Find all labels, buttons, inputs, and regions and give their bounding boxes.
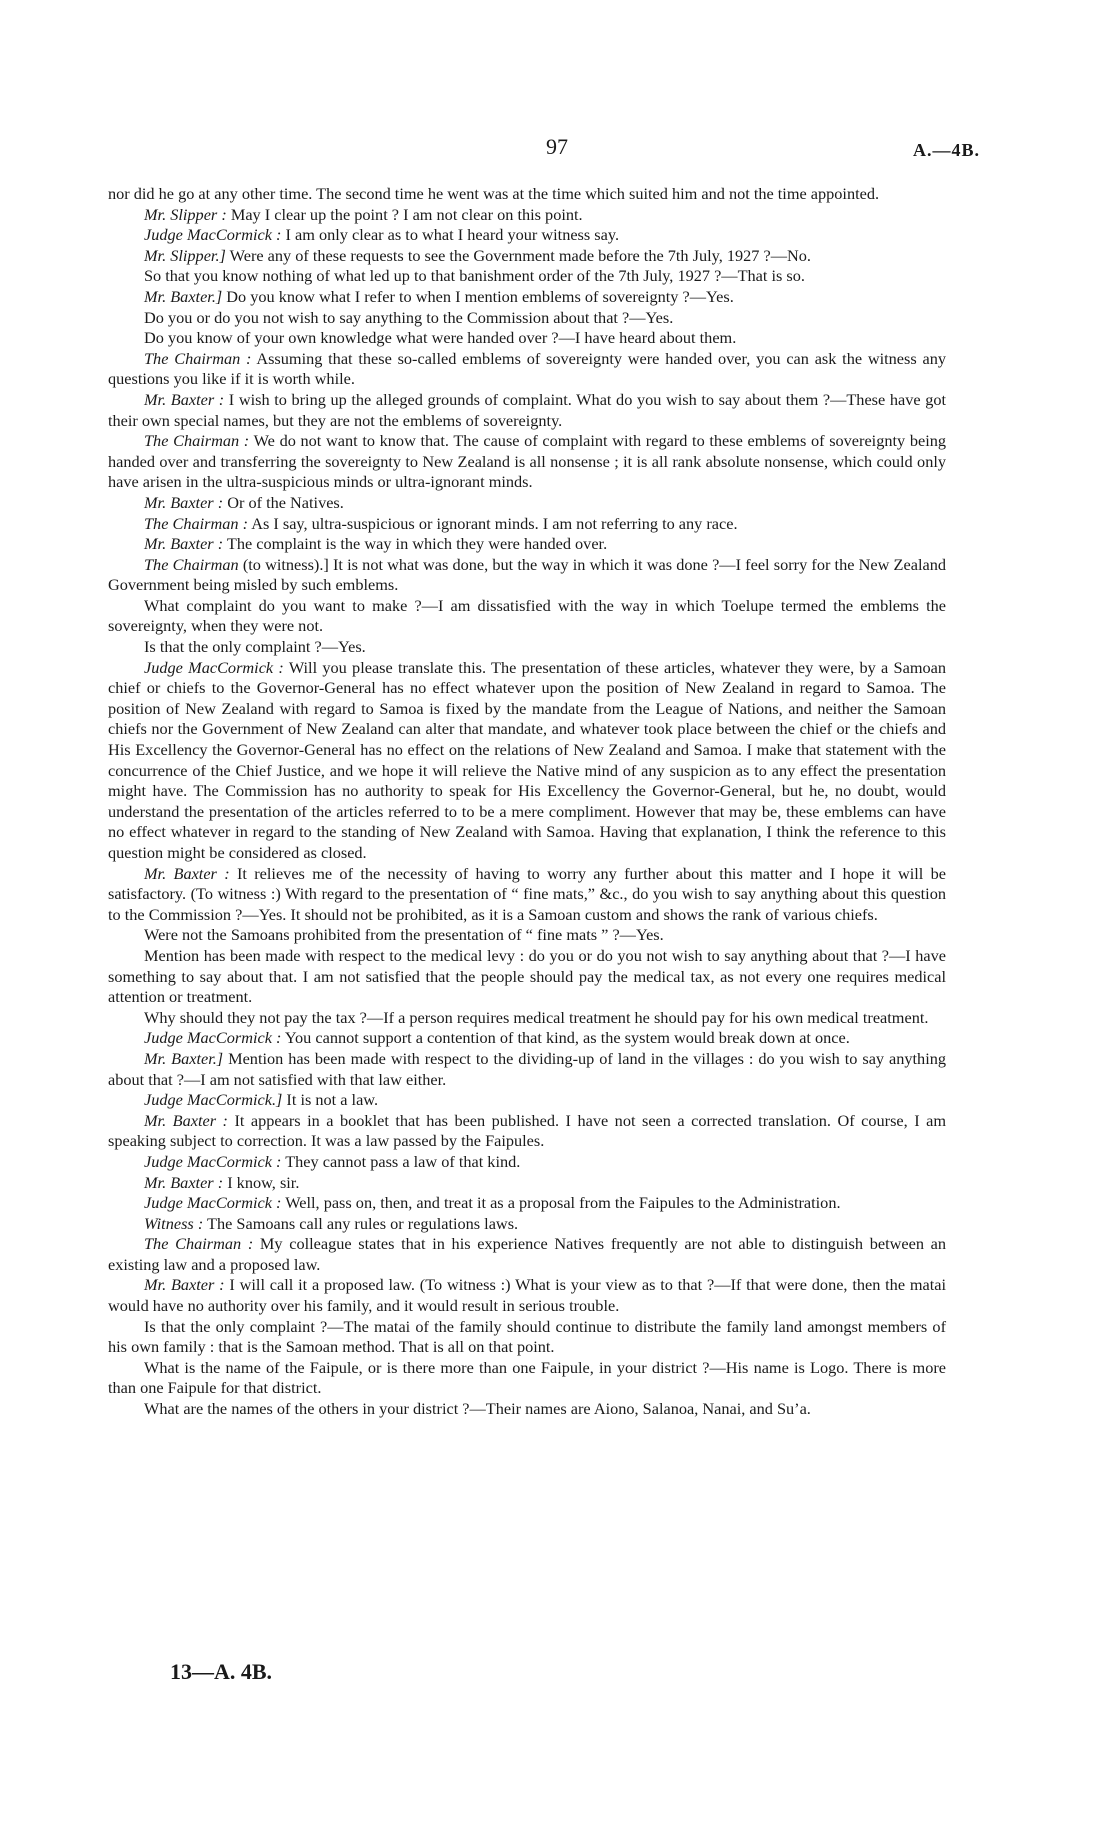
paragraph xyxy=(108,1028,946,1049)
paragraph xyxy=(108,596,946,637)
paragraph xyxy=(108,1234,946,1275)
paragraph xyxy=(108,925,946,946)
paragraph-text: So that you know nothing of what led up to that banishment order of the 7th July, 1927 ?—That is so. xyxy=(144,266,805,286)
speaker-label: Judge MacCormick : xyxy=(144,225,282,245)
paragraph xyxy=(108,658,946,864)
paragraph-text: Is that the only complaint ?—The matai of the family should continue to distribute the family land amongst members of his own family : that is the Samoan method. That is all on that point. xyxy=(108,1316,946,1357)
signature-reference: 13—A. 4B. xyxy=(170,1659,273,1684)
paragraph-text: They cannot pass a law of that kind. xyxy=(281,1151,521,1171)
paragraph xyxy=(108,555,946,596)
paragraph xyxy=(108,1317,946,1358)
paragraph-text: The complaint is the way in which they were handed over. xyxy=(223,534,608,554)
paragraph-text: Mention has been made with respect to the medical levy : do you or do you not wish to say anything about that ?—I have something to say about that. I am not satisfied that the people should pay the medical tax, as not every one requires medical attention or treatment. xyxy=(108,945,946,1007)
paragraph-text: Were any of these requests to see the Government made before the 7th July, 1927 ?—No. xyxy=(225,245,811,265)
paragraph-text: It appears in a booklet that has been published. I have not seen a corrected translation. Of course, I am speaking subject to correction. It was a law passed by the Faipules. xyxy=(108,1110,947,1151)
paragraph-text: Will you please translate this. The presentation of these articles, whatever they were, by a Samoan chief or chiefs to the Governor-General has no effect whatever upon the position of New Zealand in regard to Samoa. The position of New Zealand with regard to Samoa is fixed by the mandate from the League of Nations, and neither the Samoan chiefs nor the Government of New Zealand can alter that mandate, and whatever took place between the chief or the chiefs and His Excellency the Governor-General has no effect on the relations of New Zealand and Samoa. I make that statement with the concurrence of the Chief Justice, and we hope it will relieve the Native mind of any suspicion as to any effect the presentation might have. The Commission has no authority to speak for His Excellency the Governor-General, but he, no doubt, would understand the presentation of the articles referred to to be a mere compliment. However that may be, these emblems can have no effect whatever in regard to the standing of New Zealand with Samoa. Having that explanation, I think the reference to this question might be considered as closed. xyxy=(108,657,947,862)
paragraph xyxy=(108,864,946,926)
paragraph xyxy=(108,1358,946,1399)
paragraph-text: Well, pass on, then, and treat it as a proposal from the Faipules to the Administration. xyxy=(281,1193,841,1213)
paragraph-text: Do you know what I refer to when I mention emblems of sovereignty ?—Yes. xyxy=(222,286,734,306)
paragraph xyxy=(108,493,946,514)
paragraph xyxy=(108,946,946,1008)
paragraph xyxy=(108,390,946,431)
paragraph-text: I will call it a proposed law. (To witness :) What is your view as to that ?—If that were done, then the matai would have no authority over his family, and it would result in serious trouble. xyxy=(108,1275,947,1316)
speaker-label: Mr. Baxter : xyxy=(144,1110,228,1130)
paragraph-text: May I clear up the point ? I am not clear on this point. xyxy=(226,204,583,224)
paragraph-text: I wish to bring up the alleged grounds of complaint. What do you wish to say about them ?—These have got their own special names, but they are not the emblems of sovereignty. xyxy=(108,389,946,430)
paragraph-text: Or of the Natives. xyxy=(223,492,344,512)
paragraph-text: My colleague states that in his experience Natives frequently are not able to distinguish between an existing law and a proposed law. xyxy=(108,1234,947,1274)
paragraph-text: I am only clear as to what I heard your witness say. xyxy=(281,225,620,245)
page-number: 97 xyxy=(546,134,568,159)
speaker-label: The Chairman : xyxy=(144,348,252,368)
speaker-label: Mr. Baxter : xyxy=(144,534,224,554)
paragraph xyxy=(108,1090,946,1111)
speaker-label: Witness : xyxy=(144,1213,204,1233)
paragraph-text: (to witness).] It is not what was done, but the way in which it was done ?—I feel sorry for the New Zealand Government being misled by such emblems. xyxy=(108,554,946,595)
paragraph-text: It relieves me of the necessity of having to worry any further about this matter and I hope it will be satisfactory. (To witness :) With regard to the presentation of “ fine mats,” &c., do you wish to say anything about this question to the Commission ?—Yes. It should not be prohibited, as it is a Samoan custom and shows the rank of various chiefs. xyxy=(108,863,947,924)
paragraph-text: Assuming that these so-called emblems of sovereignty were handed over, you can ask the witness any questions you like if it is worth while. xyxy=(108,348,946,389)
paragraph xyxy=(108,287,946,308)
paragraph-text: It is not a law. xyxy=(282,1090,379,1110)
paragraph-text: What is the name of the Faipule, or is there more than one Faipule, in your district ?—His name is Logo. There is more than one Faipule for that district. xyxy=(108,1357,946,1398)
paragraph xyxy=(108,225,946,246)
paragraph xyxy=(108,431,946,493)
paragraph xyxy=(108,184,946,205)
paragraph xyxy=(108,1399,946,1420)
speaker-label: Mr. Baxter : xyxy=(144,492,224,512)
paragraph-text: We do not want to know that. The cause of complaint with regard to these emblems of sovereignty being handed over and transferring the sovereignty to New Zealand is all nonsense ; it is all rank absolute nonsense, which could only have arisen in the ultra-suspicious minds or ultra-ignorant minds. xyxy=(108,431,946,492)
speaker-label: Mr. Slipper.] xyxy=(144,245,226,265)
paragraph xyxy=(108,246,946,267)
paragraph-text: nor did he go at any other time. The second time he went was at the time which suited him and not the time appointed. xyxy=(108,184,880,203)
speaker-label: Mr. Baxter.] xyxy=(144,286,223,306)
speaker-label: Mr. Baxter : xyxy=(144,1275,225,1295)
paragraph xyxy=(108,1214,946,1235)
speaker-label: Judge MacCormick.] xyxy=(144,1090,283,1110)
speaker-label: The Chairman xyxy=(144,554,239,574)
speaker-label: Judge MacCormick : xyxy=(144,1028,282,1048)
speaker-label: The Chairman : xyxy=(144,431,250,451)
paragraph-text: Mention has been made with respect to the dividing-up of land in the villages : do you wish to say anything about that ?—I am not satisfied with that law either. xyxy=(108,1048,946,1089)
paragraph-text: Were not the Samoans prohibited from the presentation of “ fine mats ” ?—Yes. xyxy=(144,925,664,945)
paragraph xyxy=(108,1152,946,1173)
paragraph xyxy=(108,328,946,349)
paragraph-text: What are the names of the others in your district ?—Their names are Aiono, Salanoa, Nanai, and Su’a. xyxy=(144,1399,811,1419)
paragraph-text: Do you know of your own knowledge what were handed over ?—I have heard about them. xyxy=(144,328,737,348)
speaker-label: Judge MacCormick : xyxy=(144,657,284,677)
paragraph xyxy=(108,514,946,535)
speaker-label: Mr. Baxter : xyxy=(144,863,230,883)
paragraph xyxy=(108,1049,946,1090)
speaker-label: Mr. Slipper : xyxy=(144,204,227,224)
paragraph-text: Why should they not pay the tax ?—If a person requires medical treatment he should pay for his own medical treatment. xyxy=(144,1007,929,1027)
speaker-label: Judge MacCormick : xyxy=(144,1151,282,1171)
speaker-label: The Chairman : xyxy=(144,1234,254,1254)
speaker-label: The Chairman : xyxy=(144,513,249,533)
paragraph-text: You cannot support a contention of that kind, as the system would break down at once. xyxy=(281,1028,850,1048)
paragraph-text: As I say, ultra-suspicious or ignorant minds. I am not referring to any race. xyxy=(248,513,738,533)
paragraph xyxy=(108,1193,946,1214)
paragraph xyxy=(108,534,946,555)
paragraph-text: What complaint do you want to make ?—I am dissatisfied with the way in which Toelupe termed the emblems the sovereignty, when they were not. xyxy=(108,595,946,636)
speaker-label: Judge MacCormick : xyxy=(144,1193,282,1213)
speaker-label: Mr. Baxter : xyxy=(144,1172,224,1192)
paragraph-text: Is that the only complaint ?—Yes. xyxy=(144,637,366,657)
paragraph xyxy=(108,1173,946,1194)
speaker-label: Mr. Baxter : xyxy=(144,389,225,409)
paragraph-text: I know, sir. xyxy=(223,1172,300,1192)
paragraph xyxy=(108,266,946,287)
paragraph xyxy=(108,205,946,226)
paragraph xyxy=(108,1111,946,1152)
transcript-body xyxy=(108,184,946,1420)
paragraph xyxy=(108,1008,946,1029)
document-reference: A.—4B. xyxy=(912,140,980,160)
speaker-label: Mr. Baxter.] xyxy=(144,1048,224,1068)
paragraph xyxy=(108,637,946,658)
paragraph-text: Do you or do you not wish to say anything to the Commission about that ?—Yes. xyxy=(144,307,674,327)
paragraph xyxy=(108,1275,946,1316)
paragraph-text: The Samoans call any rules or regulations laws. xyxy=(203,1213,519,1233)
paragraph xyxy=(108,308,946,329)
paragraph xyxy=(108,349,946,390)
